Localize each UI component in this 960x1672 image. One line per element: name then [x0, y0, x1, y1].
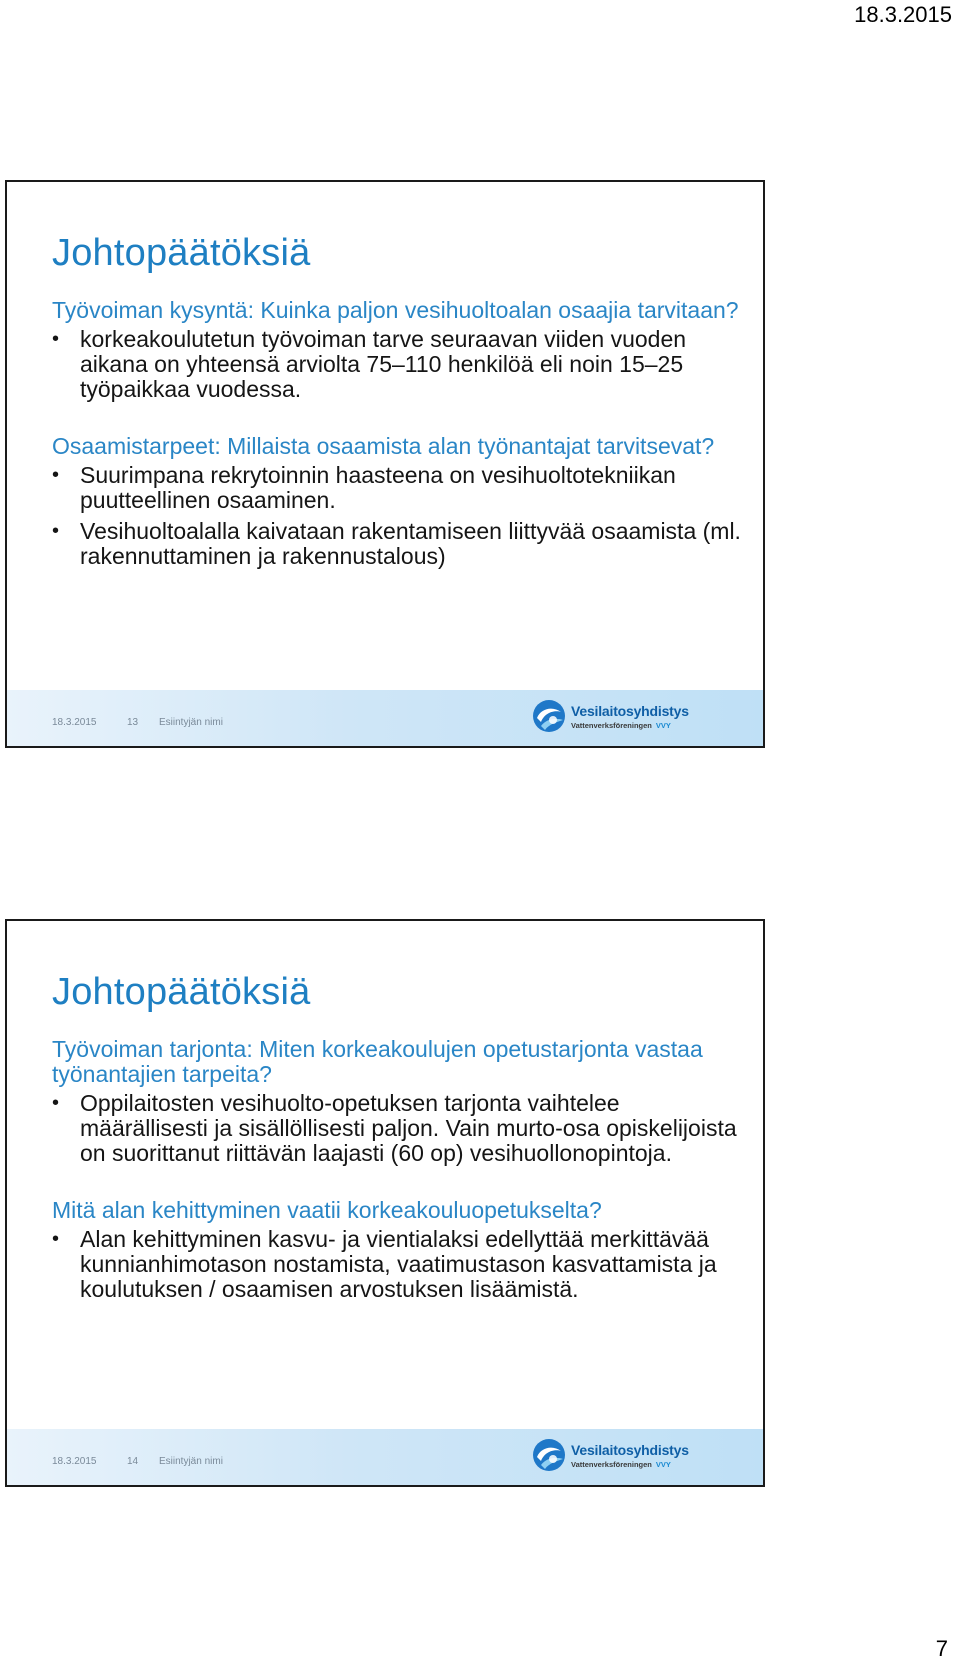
slide-13: [5, 180, 765, 748]
page-number: 7: [935, 1636, 948, 1661]
question-heading: Työvoiman tarjonta: Miten korkeakoulujen opetustarjonta vastaa työnantajien tarpeita?: [52, 1036, 703, 1087]
bullet-dot-icon: •: [52, 464, 60, 486]
footer-presenter: Esiintyjän nimi: [159, 1456, 223, 1467]
vesilaitosyhdistys-logo: [531, 1437, 689, 1477]
bullet-text: Alan kehittyminen kasvu- ja vientialaksi edellyttää merkittävää kunnianhimotason nostamista, vaatimustason kasvattamista ja koulutuksen / osaamisen arvostuksen lisäämistä.: [80, 1226, 717, 1302]
logo-subtitle: Vattenverksföreningen VVY: [571, 1460, 671, 1469]
bullet-list: [52, 327, 742, 402]
water-drop-swirl-icon: [531, 1437, 567, 1473]
bullet-text: Oppilaitosten vesihuolto-opetuksen tarjonta vaihtelee määrällisesti ja sisällöllisesti paljon. Vain murto-osa opiskelijoista on suorittanut riittävän laajasti (60 op) vesihuollonopintoja.: [80, 1090, 737, 1166]
slide-body: [52, 1037, 742, 1308]
bullet-dot-icon: •: [52, 328, 60, 350]
question-heading: Osaamistarpeet: Millaista osaamista alan työnantajat tarvitsevat?: [52, 433, 715, 459]
water-drop-swirl-icon: [531, 698, 567, 734]
slide-footer: [7, 690, 763, 746]
bullet-dot-icon: •: [52, 1092, 60, 1114]
slide-14: [5, 919, 765, 1487]
slide-title: Johtopäätöksiä: [52, 971, 311, 1013]
bullet-dot-icon: •: [52, 1228, 60, 1250]
bullet-text: Suurimpana rekrytoinnin haasteena on vesihuoltotekniikan puutteellinen osaaminen.: [80, 462, 676, 513]
footer-date: 18.3.2015: [52, 717, 97, 728]
slide-title: Johtopäätöksiä: [52, 232, 311, 274]
slide-body: [52, 298, 742, 575]
vesilaitosyhdistys-logo: [531, 698, 689, 738]
footer-presenter: Esiintyjän nimi: [159, 717, 223, 728]
slide-footer: [7, 1429, 763, 1485]
bullet-item: [52, 1227, 742, 1302]
bullet-text: korkeakoulutetun työvoiman tarve seuraavan viiden vuoden aikana on yhteensä arviolta 75–110 henkilöä eli noin 15–25 työpaikkaa vuodessa.: [80, 326, 687, 402]
bullet-item: [52, 519, 742, 569]
bullet-list: [52, 1091, 742, 1166]
page-date: 18.3.2015: [854, 2, 952, 27]
question-heading: Työvoiman kysyntä: Kuinka paljon vesihuoltoalan osaajia tarvitaan?: [52, 297, 739, 323]
bullet-item: [52, 327, 742, 402]
logo-name: Vesilaitosyhdistys: [571, 703, 689, 719]
logo-subtitle: Vattenverksföreningen VVY: [571, 721, 671, 730]
footer-date: 18.3.2015: [52, 1456, 97, 1467]
bullet-dot-icon: •: [52, 520, 60, 542]
footer-slide-number: 14: [127, 1456, 139, 1467]
question-heading: Mitä alan kehittyminen vaatii korkeakouluopetukselta?: [52, 1197, 602, 1223]
bullet-item: [52, 463, 742, 513]
bullet-item: [52, 1091, 742, 1166]
bullet-list: [52, 1227, 742, 1302]
bullet-text: Vesihuoltoalalla kaivataan rakentamiseen liittyvää osaamista (ml. rakennuttaminen ja rakennustalous): [80, 518, 741, 569]
footer-slide-number: 13: [127, 717, 139, 728]
logo-name: Vesilaitosyhdistys: [571, 1442, 689, 1458]
bullet-list: [52, 463, 742, 569]
